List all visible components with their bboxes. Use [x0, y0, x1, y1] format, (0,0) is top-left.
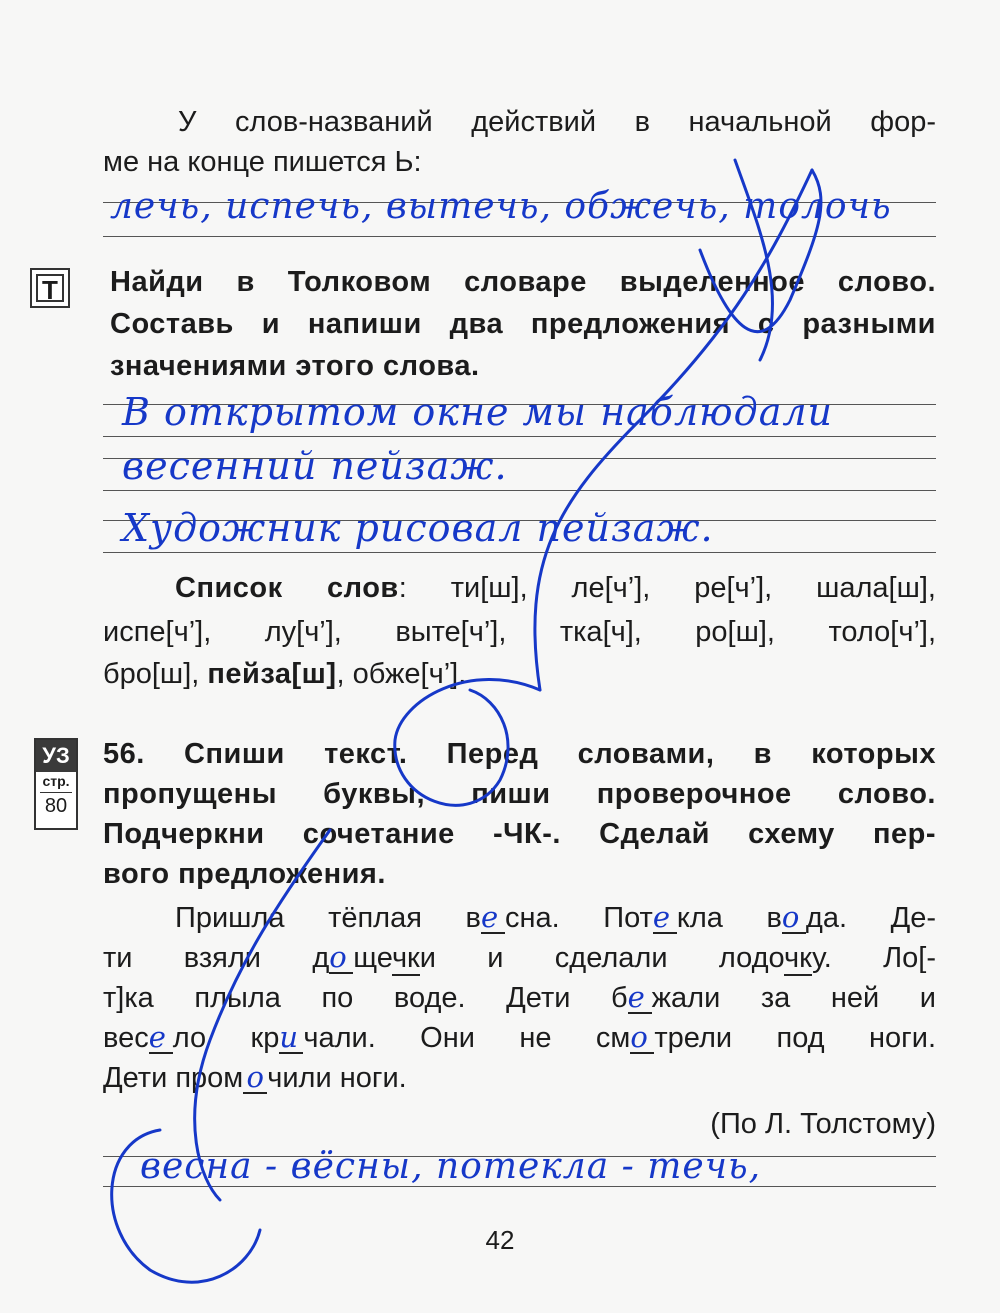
text-fragment: и и сделали лодо	[419, 942, 785, 974]
word-list-line-2: испе[ч’], лу[ч’], выте[ч’], тка[ч], ро[ш], толо[ч’],	[103, 616, 936, 648]
intro-line-1: У слов-названий действий в начальной фор-	[178, 106, 936, 138]
word-list-label: Список слов	[175, 572, 399, 604]
page-number: 42	[485, 1225, 515, 1255]
task-t-line-2: Составь и напиши два предложения с разными	[110, 308, 936, 340]
task-56-line-1: 56. Спиши текст. Перед словами, в которых	[103, 738, 936, 770]
word-list-words-3a: бро[ш],	[103, 658, 208, 690]
handwritten-answer-1: лечь, испечь, вытечь, обжечь, толочь	[110, 186, 892, 227]
task-56-line-4: вого предложения.	[103, 858, 386, 890]
task-56-line-2: пропущены буквы, пиши проверочное слово.	[103, 778, 936, 810]
text-fragment: жали за ней и	[651, 982, 936, 1014]
inserted-letter: е	[149, 1022, 173, 1054]
word-list-words-1: : ти[ш], ле[ч’], ре[ч’], шала[ш],	[398, 572, 936, 604]
text-fragment: ло кр	[172, 1022, 280, 1054]
pen-stroke	[195, 830, 330, 1200]
inserted-letter: е	[628, 982, 652, 1014]
badge-label: УЗ	[36, 740, 76, 772]
text-fragment: сна. Пот	[504, 902, 653, 934]
handwritten-answer-3: весна - вёсны, потекла - течь,	[140, 1146, 762, 1187]
text-fragment: чали. Они не см	[303, 1022, 631, 1054]
task-t-line-3: значениями этого слова.	[110, 350, 480, 382]
bleed-through-shadow	[910, 90, 1000, 1190]
text-fragment: ще	[353, 942, 392, 974]
t-letter: Т	[36, 274, 64, 302]
text-source: (По Л. Толстому)	[710, 1108, 936, 1140]
inserted-letter: о	[243, 1062, 267, 1094]
intro-line-2: ме на конце пишется Ь:	[103, 146, 422, 178]
underlined-chk: чк	[784, 942, 813, 974]
text-fragment: вес	[103, 1022, 149, 1054]
inserted-letter: е	[653, 902, 677, 934]
pen-stroke	[535, 170, 812, 690]
pen-stroke	[700, 170, 821, 332]
inserted-letter: о	[630, 1022, 654, 1054]
handwritten-sentence-1-cont: весенний пейзаж.	[122, 444, 508, 488]
text-fragment: Дети пром	[103, 1062, 244, 1094]
text-fragment: Пришла тёплая в	[175, 902, 481, 934]
handwritten-sentence-2: Художник рисовал пейзаж.	[122, 506, 714, 550]
text-fragment: трели под ноги.	[654, 1022, 937, 1054]
inserted-letter: о	[329, 942, 353, 974]
text-fragment: ти взяли д	[103, 942, 330, 974]
text-fragment: кла в	[676, 902, 782, 934]
pen-stroke	[112, 1130, 260, 1282]
task-t-line-1: Найди в Толковом словаре выделенное слово.	[110, 266, 936, 298]
inserted-letter: о	[782, 902, 806, 934]
text-fragment: у. Ло[-	[812, 942, 937, 974]
highlighted-word: пейза[ш]	[207, 658, 337, 690]
text-fragment: т]ка плыла по воде. Дети б	[103, 982, 628, 1014]
text-fragment: чили ноги.	[267, 1062, 407, 1094]
underlined-chk: чк	[391, 942, 420, 974]
inserted-letter: е	[481, 902, 505, 934]
word-list-words-3b: , обже[ч’].	[336, 658, 467, 690]
handwritten-sentence-1: В открытом окне мы наблюдали	[122, 390, 834, 434]
badge-page-number: 80	[40, 792, 72, 819]
inserted-letter: и	[279, 1022, 303, 1054]
pen-stroke	[395, 680, 540, 806]
text-fragment: да. Де-	[805, 902, 937, 934]
badge-page-label: стр.	[42, 773, 70, 789]
task-56-line-3: Подчеркни сочетание -ЧК-. Сделай схему пер-	[103, 818, 936, 850]
